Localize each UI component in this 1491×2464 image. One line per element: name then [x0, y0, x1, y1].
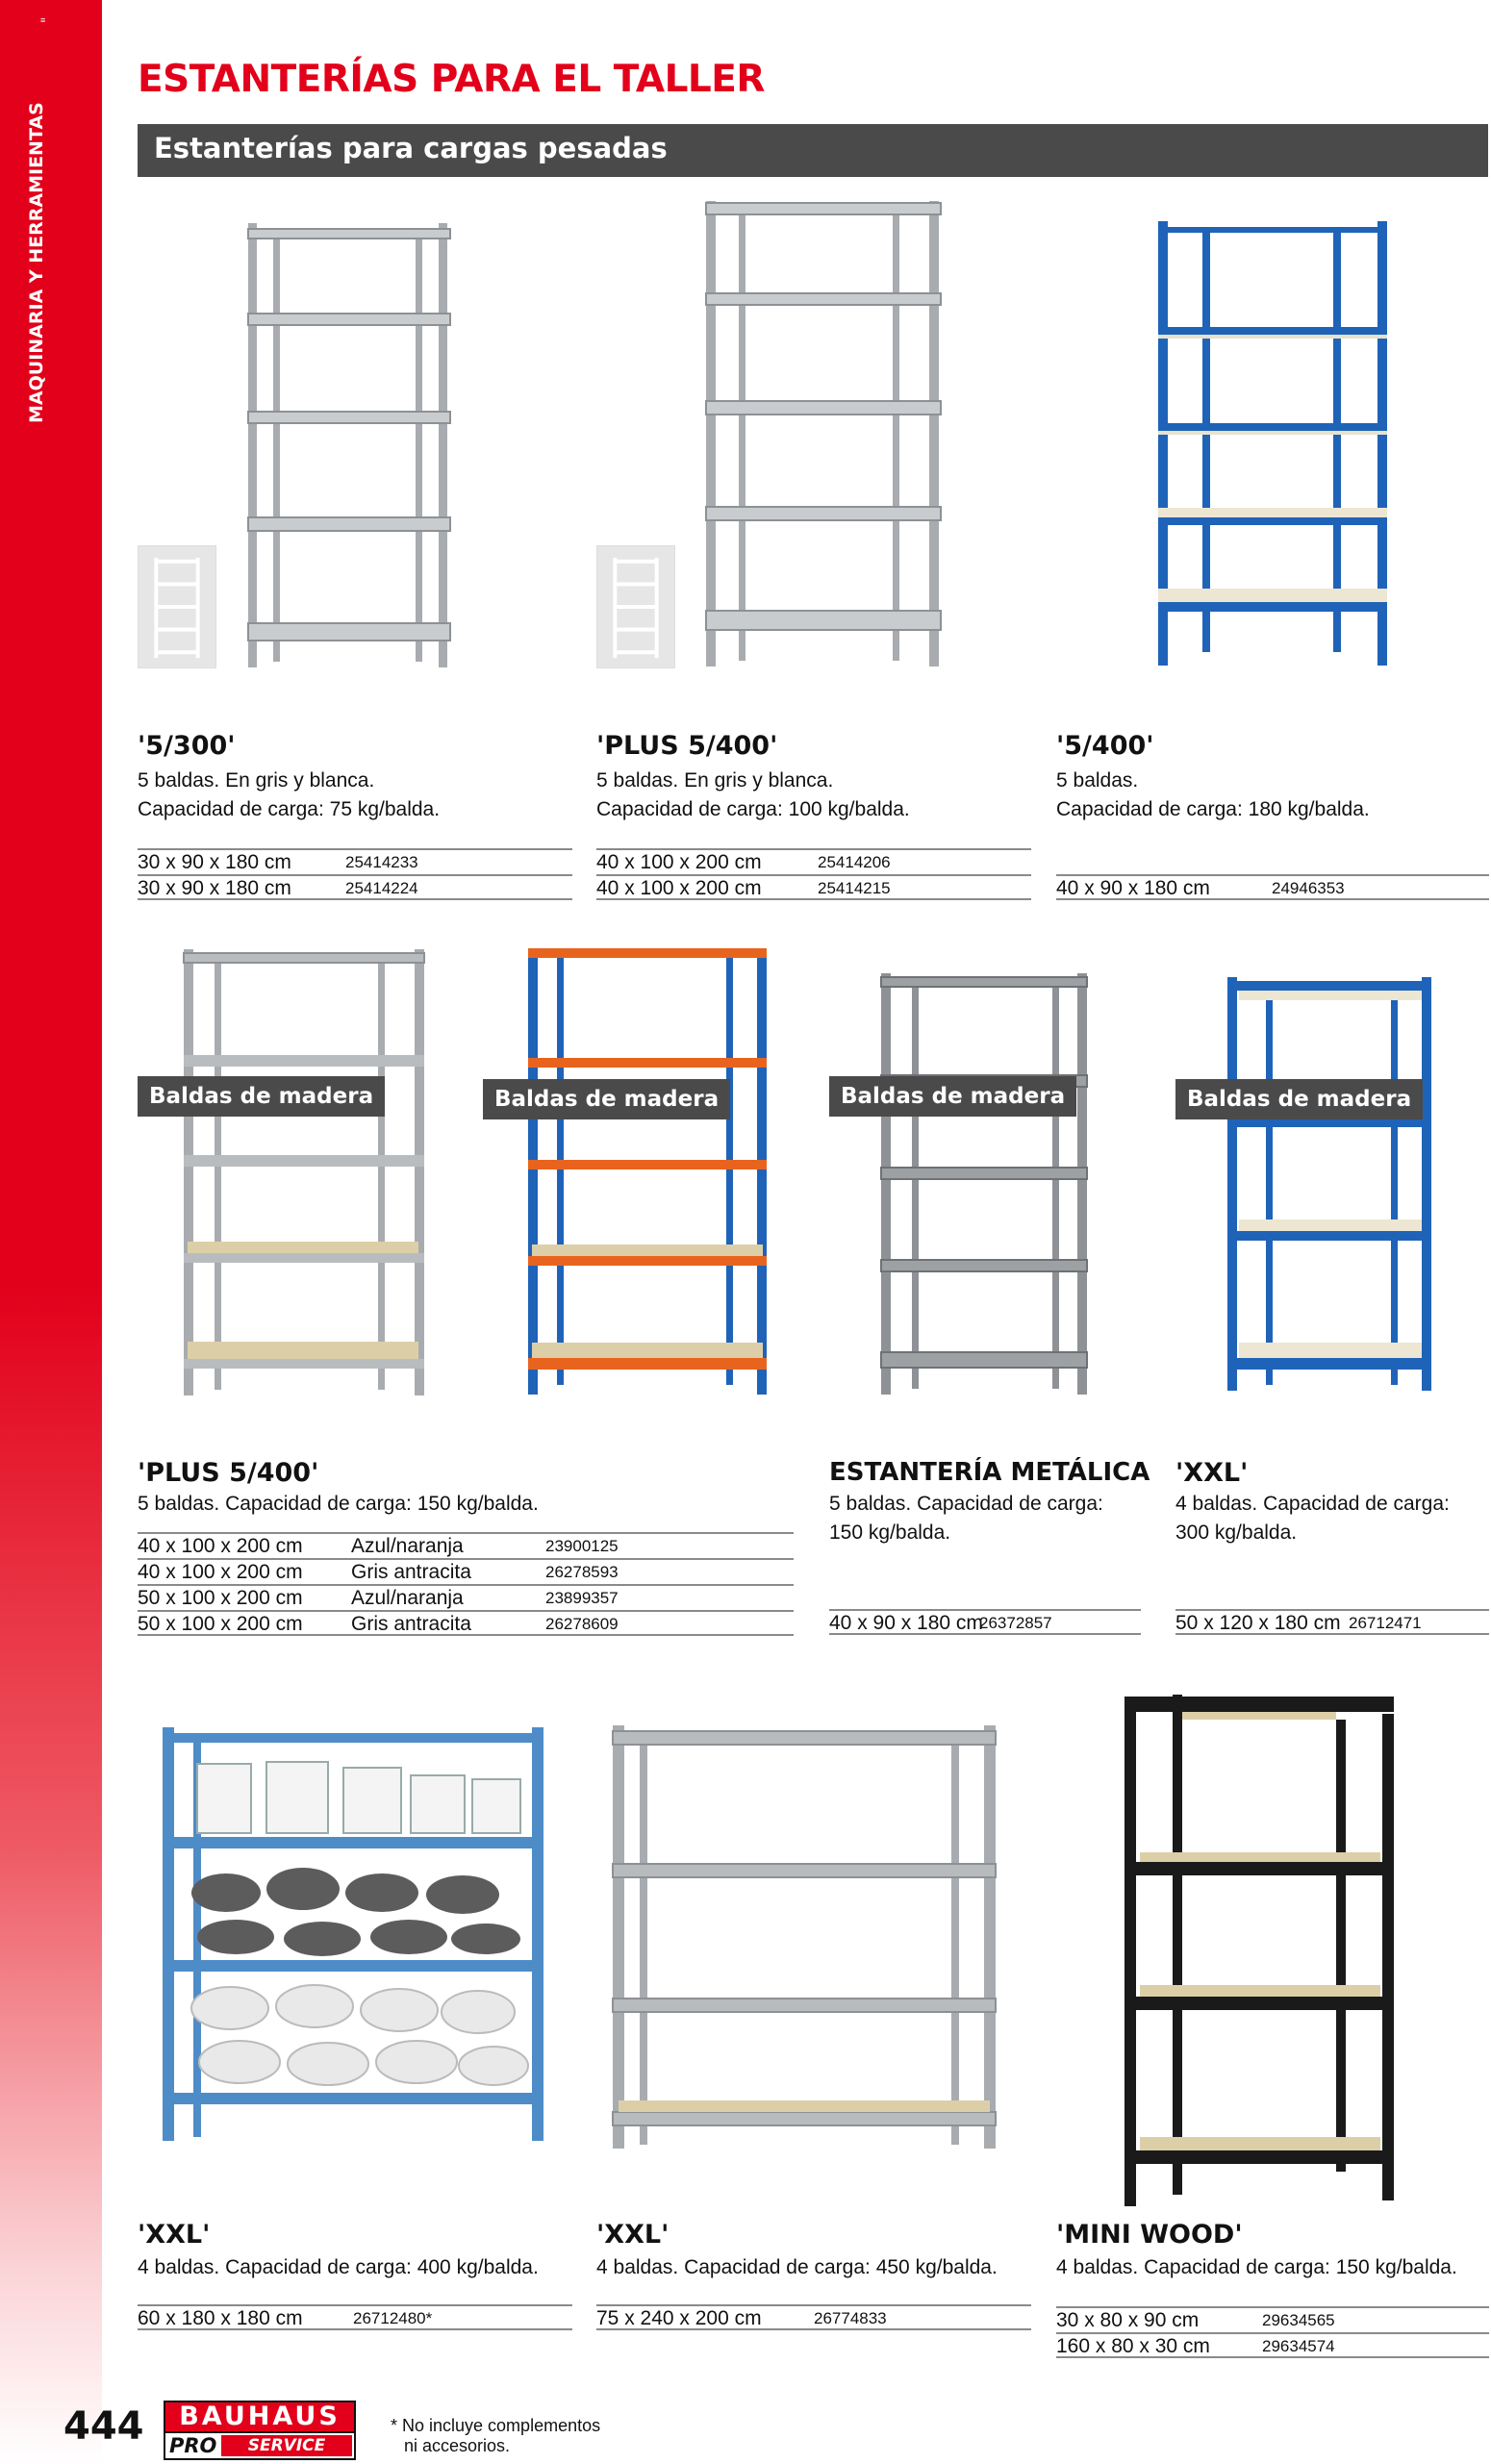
product-description — [1056, 767, 1370, 824]
shelf-image-anthracite — [877, 971, 1093, 1398]
shelf-image-blue-5-400 — [1154, 219, 1391, 671]
description-line: Capacidad de carga: 75 kg/balda. — [138, 798, 441, 820]
spec-table — [1056, 2306, 1489, 2358]
item-code: 25414224 — [345, 879, 418, 897]
item-code: 26774833 — [814, 2309, 887, 2327]
dimensions: 40 x 100 x 200 cm — [596, 851, 762, 873]
product-description — [596, 2253, 998, 2282]
bauhaus-pro-service-logo — [164, 2401, 356, 2462]
spec-table — [829, 1609, 1141, 1635]
spec-table — [596, 848, 1031, 900]
spec-row — [1056, 2332, 1489, 2358]
spec-table — [138, 1532, 794, 1636]
description-line: 4 baldas. Capacidad de carga: 400 kg/balda. — [138, 2256, 539, 2278]
logo-pro-text: PRO — [169, 2434, 217, 2457]
product-name: 'PLUS 5/400' — [596, 731, 778, 761]
white-variant-thumbnail — [138, 545, 216, 668]
shelf-image-gray-wood — [180, 947, 430, 1399]
color-variant: Azul/naranja — [351, 1535, 464, 1557]
description-line: 5 baldas. Capacidad de carga: — [829, 1493, 1103, 1515]
dimensions: 50 x 100 x 200 cm — [138, 1587, 303, 1609]
shelf-image-blue-xxl — [1224, 973, 1437, 1395]
dimensions: 40 x 100 x 200 cm — [138, 1535, 303, 1557]
product-description — [829, 1490, 1103, 1547]
spec-row — [596, 2304, 1031, 2330]
product-description — [596, 767, 910, 824]
dimensions: 50 x 100 x 200 cm — [138, 1613, 303, 1635]
spec-row — [138, 1584, 794, 1610]
section-header — [138, 124, 1488, 177]
spec-row — [138, 874, 572, 900]
spec-row — [1175, 1609, 1489, 1635]
shelf-image-gray-5-300 — [240, 219, 462, 671]
shelf-image-gray-plus-5-400 — [700, 197, 950, 670]
item-code: 29634565 — [1262, 2311, 1335, 2329]
shelf-image-loaded-xxl — [159, 1723, 547, 2147]
product-description — [138, 1490, 539, 1519]
shelf-image-black-mini-wood — [1121, 1691, 1400, 2210]
product-name: '5/300' — [138, 731, 236, 761]
item-code: 25414233 — [345, 853, 418, 871]
logo-wordmark: BAUHAUS — [164, 2401, 356, 2433]
spec-table — [1175, 1609, 1489, 1635]
product-name: 'MINI WOOD' — [1056, 2220, 1243, 2250]
spec-row — [1056, 2306, 1489, 2332]
white-variant-thumbnail — [596, 545, 675, 668]
footnote-line: ni accesorios. — [404, 2436, 511, 2455]
description-line: 300 kg/balda. — [1175, 1521, 1298, 1544]
dimensions: 30 x 80 x 90 cm — [1056, 2309, 1200, 2331]
footnote — [391, 2416, 600, 2456]
dimensions: 160 x 80 x 30 cm — [1056, 2335, 1210, 2357]
category-label: MAQUINARIA Y HERRAMIENTAS — [26, 102, 47, 423]
shelf-image-galvanized-xxl — [609, 1722, 1001, 2154]
description-line: 5 baldas. Capacidad de carga: 150 kg/balda. — [138, 1493, 539, 1515]
wood-shelves-badge: Baldas de madera — [1175, 1079, 1423, 1119]
item-code: 26278609 — [545, 1615, 619, 1633]
menu-mark-icon: ≡ — [40, 15, 46, 25]
description-line: 5 baldas. — [1056, 769, 1139, 792]
wood-shelves-badge: Baldas de madera — [138, 1076, 385, 1117]
spec-row — [596, 874, 1031, 900]
wood-shelves-badge: Baldas de madera — [483, 1079, 730, 1119]
dimensions: 30 x 90 x 180 cm — [138, 851, 291, 873]
spec-row — [138, 2304, 572, 2330]
logo-service-text: SERVICE — [221, 2435, 352, 2456]
wood-shelves-badge: Baldas de madera — [829, 1076, 1076, 1117]
page-number: 444 — [63, 2404, 144, 2449]
dimensions: 75 x 240 x 200 cm — [596, 2307, 762, 2329]
spec-row — [138, 848, 572, 874]
color-variant: Azul/naranja — [351, 1587, 464, 1609]
spec-table — [138, 848, 572, 900]
product-name: ESTANTERÍA METÁLICA — [829, 1458, 1150, 1487]
product-name: 'XXL' — [596, 2220, 670, 2250]
dimensions: 40 x 90 x 180 cm — [829, 1612, 983, 1634]
spec-row — [138, 1532, 794, 1558]
spec-table — [596, 2304, 1031, 2330]
item-code: 26712471 — [1349, 1614, 1422, 1632]
item-code: 26712480* — [353, 2309, 433, 2327]
description-line: Capacidad de carga: 100 kg/balda. — [596, 798, 910, 820]
description-line: 5 baldas. En gris y blanca. — [596, 769, 834, 792]
color-variant: Gris antracita — [351, 1613, 471, 1635]
product-name: 'XXL' — [1175, 1458, 1249, 1488]
dimensions: 60 x 180 x 180 cm — [138, 2307, 303, 2329]
item-code: 23900125 — [545, 1537, 619, 1555]
logo-subline — [164, 2433, 356, 2460]
item-code: 26278593 — [545, 1563, 619, 1581]
product-description — [138, 767, 440, 824]
item-code: 29634574 — [1262, 2337, 1335, 2355]
shelf-image-blue-orange — [524, 943, 774, 1399]
dimensions: 40 x 100 x 200 cm — [596, 877, 762, 899]
description-line: 4 baldas. Capacidad de carga: 150 kg/balda. — [1056, 2256, 1457, 2278]
spec-row — [829, 1609, 1141, 1635]
dimensions: 30 x 90 x 180 cm — [138, 877, 291, 899]
spec-row — [596, 848, 1031, 874]
product-description — [1175, 1490, 1450, 1547]
dimensions: 50 x 120 x 180 cm — [1175, 1612, 1341, 1634]
product-name: 'PLUS 5/400' — [138, 1458, 319, 1488]
product-name: 'XXL' — [138, 2220, 211, 2250]
dimensions: 40 x 90 x 180 cm — [1056, 877, 1210, 899]
spec-row — [138, 1610, 794, 1636]
spec-table — [1056, 874, 1489, 900]
item-code: 25414215 — [818, 879, 891, 897]
color-variant: Gris antracita — [351, 1561, 471, 1583]
description-line: 4 baldas. Capacidad de carga: 450 kg/balda. — [596, 2256, 998, 2278]
spec-row — [1056, 874, 1489, 900]
description-line: 150 kg/balda. — [829, 1521, 951, 1544]
side-tab — [0, 0, 102, 2464]
description-line: 5 baldas. En gris y blanca. — [138, 769, 375, 792]
item-code: 26372857 — [979, 1614, 1052, 1632]
footnote-line: * No incluye complementos — [391, 2416, 601, 2435]
dimensions: 40 x 100 x 200 cm — [138, 1561, 303, 1583]
spec-table — [138, 2304, 572, 2330]
spec-row — [138, 1558, 794, 1584]
product-description — [138, 2253, 539, 2282]
section-title: Estanterías para cargas pesadas — [154, 132, 668, 164]
description-line: Capacidad de carga: 180 kg/balda. — [1056, 798, 1370, 820]
item-code: 24946353 — [1272, 879, 1345, 897]
item-code: 23899357 — [545, 1589, 619, 1607]
product-name: '5/400' — [1056, 731, 1154, 761]
page-title: ESTANTERÍAS PARA EL TALLER — [138, 58, 765, 101]
description-line: 4 baldas. Capacidad de carga: — [1175, 1493, 1450, 1515]
product-description — [1056, 2253, 1457, 2282]
item-code: 25414206 — [818, 853, 891, 871]
